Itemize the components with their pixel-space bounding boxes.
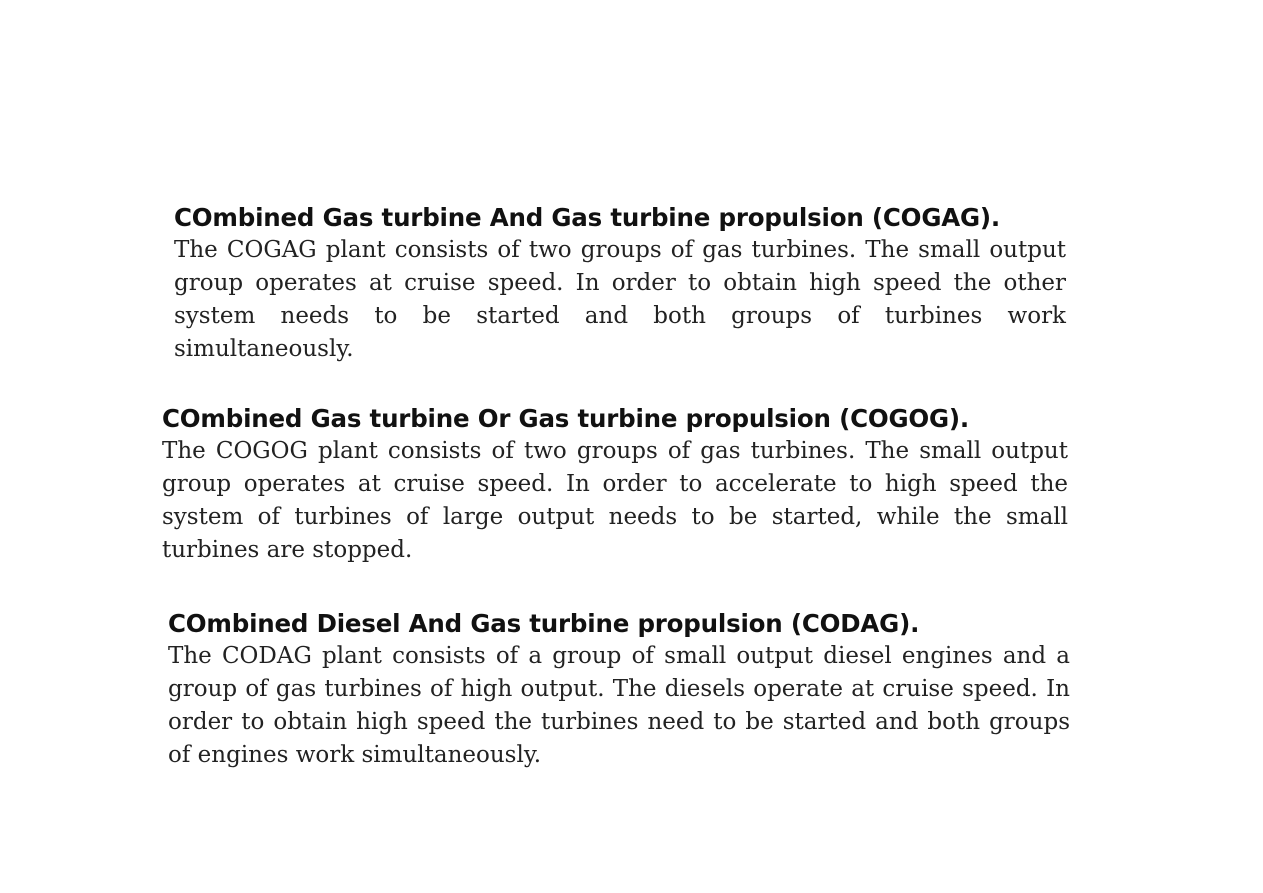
section-body-codag: The CODAG plant consists of a group of small output diesel engines and a group of gas turbines of high output. The diesels operate at cruise speed. In order to obtain high speed the turbines need to be started and both groups of engines work simultaneously. bbox=[168, 643, 1070, 768]
section-heading-codag: COmbined Diesel And Gas turbine propulsion (CODAG). bbox=[168, 609, 920, 638]
section-codag bbox=[168, 608, 1070, 772]
section-body-cogog: The COGOG plant consists of two groups of gas turbines. The small output group operates at cruise speed. In order to accelerate to high speed the system of turbines of large output needs to be started, while the small turbines are stopped. bbox=[162, 438, 1068, 563]
section-body-cogag: The COGAG plant consists of two groups of gas turbines. The small output group operates at cruise speed. In order to obtain high speed the other system needs to be started and both groups of turbines work simultaneously. bbox=[174, 237, 1066, 362]
section-cogag bbox=[174, 202, 1066, 366]
section-heading-cogag: COmbined Gas turbine And Gas turbine propulsion (COGAG). bbox=[174, 203, 1000, 232]
section-cogog bbox=[162, 403, 1068, 567]
section-heading-cogog: COmbined Gas turbine Or Gas turbine propulsion (COGOG). bbox=[162, 404, 970, 433]
